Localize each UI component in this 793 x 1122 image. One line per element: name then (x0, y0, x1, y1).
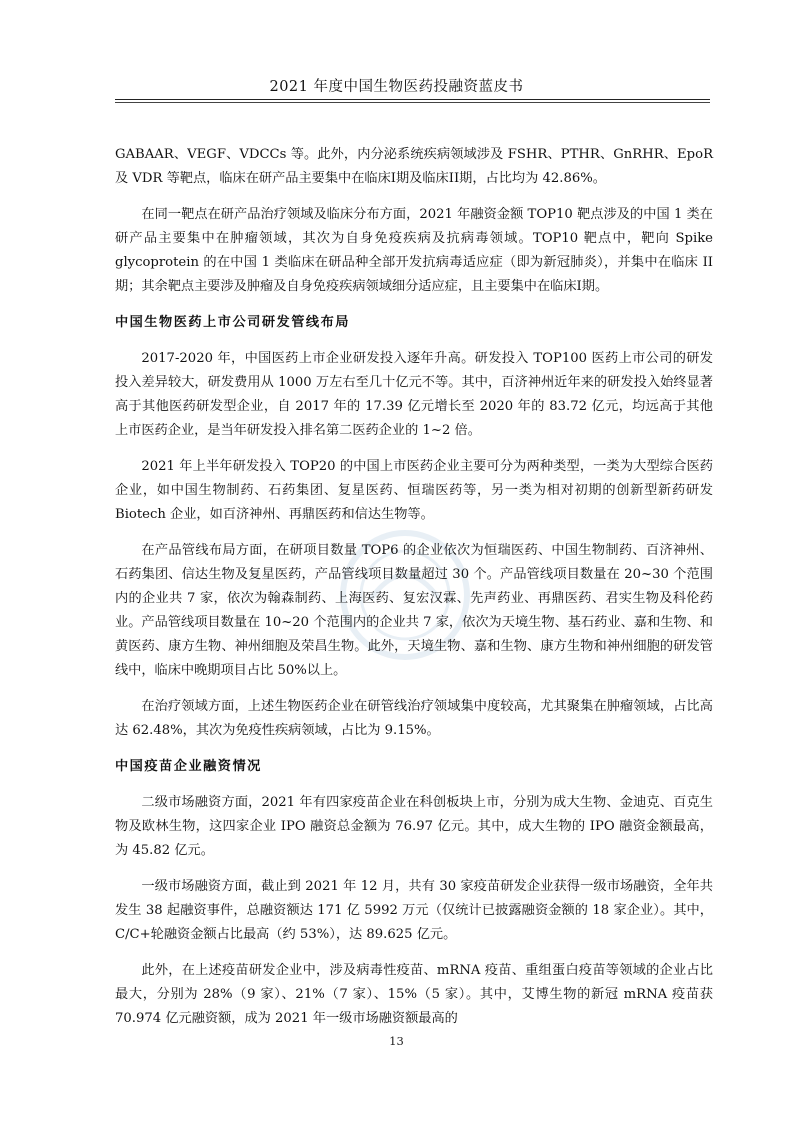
paragraph: GABAAR、VEGF、VDCCs 等。此外，内分泌系统疾病领域涉及 FSHR、PTHR、GnRHR、EpoR 及 VDR 等靶点，临床在研产品主要集中在临床I期及临床II期，占比均为 42.86%。 (115, 147, 713, 186)
page-number: 13 (389, 1034, 404, 1048)
section-heading: 中国疫苗企业融资情况 (115, 759, 262, 774)
paragraph: 在治疗领域方面，上述生物医药企业在研管线治疗领域集中度较高，尤其聚集在肿瘤领域，占比高达 62.48%，其次为免疫性疾病领域，占比为 9.15%。 (115, 699, 713, 738)
section-heading: 中国生物医药上市公司研发管线布局 (115, 315, 350, 330)
paragraph: 在同一靶点在研产品治疗领域及临床分布方面，2021 年融资金额 TOP10 靶点涉及的中国 1 类在研产品主要集中在肿瘤领域，其次为自身免疫疾病及抗病毒领域。TOP10 靶点中，靶向 Spike glycoprotein 的在中国 1 类临床在研品种全部开发抗病毒适应症（即为新冠肺炎），并集中在临床 II 期；其余靶点主要涉及肿瘤及自身免疫疾病领域细分适应症，且主要集中在临床I期。 (115, 207, 713, 294)
paragraph: 二级市场融资方面，2021 年有四家疫苗企业在科创板块上市，分别为成大生物、金迪克、百克生物及欧林生物，这四家企业 IPO 融资总金额为 76.97 亿元。其中，成大生物的 IPO 融资金额最高，为 45.82 亿元。 (115, 795, 713, 858)
paragraph: 在产品管线布局方面，在研项目数量 TOP6 的企业依次为恒瑞医药、中国生物制药、百济神州、石药集团、信达生物及复星医药，产品管线项目数量超过 30 个。产品管线项目数量在 20~30 个范围内的企业共 7 家，依次为翰森制药、上海医药、复宏汉霖、先声药业、再鼎医药、君实生物及科伦药业。产品管线项目数量在 10~20 个范围内的企业共 7 家，依次为天境生物、基石药业、嘉和生物、和黄医药、康方生物、神州细胞及荣昌生物。此外，天境生物、嘉和生物、康方生物和神州细胞的研发管线中，临床中晚期项目占比 50%以上。 (115, 543, 713, 678)
header-rule (115, 99, 710, 100)
paragraph: 一级市场融资方面，截止到 2021 年 12 月，共有 30 家疫苗研发企业获得一级市场融资，全年共发生 38 起融资事件，总融资额达 171 亿 5992 万元（仅统计已披露融资金额的 18 家企业）。其中，C/C+轮融资金额占比最高（约 53%），达 89.625 亿元。 (115, 879, 713, 942)
running-header-title: 2021 年度中国生物医药投融资蓝皮书 (269, 79, 524, 95)
paragraph: 2017-2020 年，中国医药上市企业研发投入逐年升高。研发投入 TOP100 医药上市公司的研发投入差异较大，研发费用从 1000 万左右至几十亿元不等。其中，百济神州近年来的研发投入始终显著高于其他医药研发型企业，自 2017 年的 17.39 亿元增长至 2020 年的 83.72 亿元，均远高于其他上市医药企业，是当年研发投入排名第二医药企业的 1~2 倍。 (115, 351, 713, 438)
paragraph: 2021 年上半年研发投入 TOP20 的中国上市医药企业主要可分为两种类型，一类为大型综合医药企业，如中国生物制药、石药集团、复星医药、恒瑞医药等，另一类为相对初期的创新型新药研发 Biotech 企业，如百济神州、再鼎医药和信达生物等。 (115, 459, 713, 522)
paragraph: 此外，在上述疫苗研发企业中，涉及病毒性疫苗、mRNA 疫苗、重组蛋白疫苗等领域的企业占比最大，分别为 28%（9 家）、21%（7 家）、15%（5 家）。其中，艾博生物的新冠 mRNA 疫苗获 70.974 亿元融资额，成为 2021 年一级市场融资额最高的 (115, 963, 713, 1026)
header-rule-thin (115, 102, 710, 103)
document-body (115, 143, 713, 1043)
